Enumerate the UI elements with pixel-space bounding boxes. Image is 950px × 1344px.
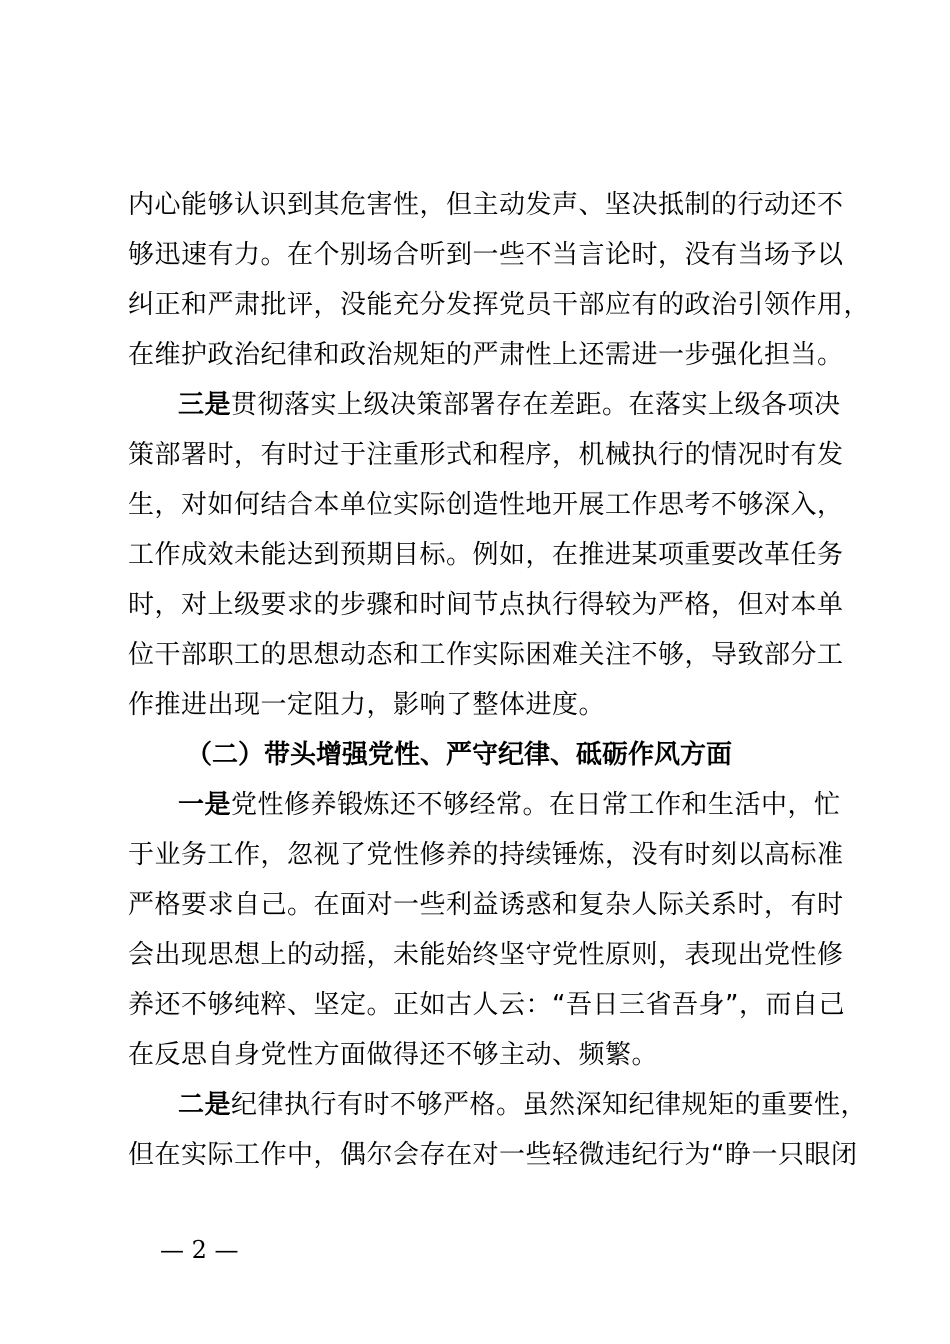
body-text-line: 但在实际工作中，偶尔会存在对一些轻微违纪行为“睁一只眼闭	[128, 1140, 858, 1170]
body-text-line: 工作成效未能达到预期目标。例如，在推进某项重要改革任务	[128, 540, 844, 570]
body-text-line: 够迅速有力。在个别场合听到一些不当言论时，没有当场予以	[128, 240, 844, 270]
paragraph-text: 纪律执行有时不够严格。虽然深知纪律规矩的重要性，	[231, 1090, 868, 1120]
body-text-line: 在维护政治纪律和政治规矩的严肃性上还需进一步强化担当。	[128, 340, 844, 370]
section-heading: （二）带头增强党性、严守纪律、砥砺作风方面	[186, 740, 733, 770]
body-text-line: 时，对上级要求的步骤和时间节点执行得较为严格，但对本单	[128, 590, 844, 620]
body-text-line: 内心能够认识到其危害性，但主动发声、坚决抵制的行动还不	[128, 190, 844, 220]
body-text-line: 纠正和严肃批评，没能充分发挥党员干部应有的政治引领作用，	[128, 290, 871, 320]
body-text-line: 在反思自身党性方面做得还不够主动、频繁。	[128, 1040, 659, 1070]
page-number: — 2 —	[160, 1236, 239, 1264]
body-text-line: 会出现思想上的动摇，未能始终坚守党性原则，表现出党性修	[128, 940, 844, 970]
body-text-line: 养还不够纯粹、坚定。正如古人云：“吾日三省吾身”，而自己	[128, 990, 845, 1020]
body-text-line: 严格要求自己。在面对一些利益诱惑和复杂人际关系时，有时	[128, 890, 844, 920]
body-text-line: 作推进出现一定阻力，影响了整体进度。	[128, 690, 606, 720]
paragraph-text: 贯彻落实上级决策部署存在差距。在落实上级各项决	[231, 390, 841, 420]
paragraph-text: 党性修养锻炼还不够经常。在日常工作和生活中，忙	[231, 790, 841, 820]
paragraph-lead: 三是	[178, 390, 232, 420]
paragraph-lead: 一是	[178, 790, 232, 820]
body-text-line: 位干部职工的思想动态和工作实际困难关注不够，导致部分工	[128, 640, 844, 670]
paragraph-lead: 二是	[178, 1090, 232, 1120]
body-text-line: 于业务工作，忽视了党性修养的持续锤炼，没有时刻以高标准	[128, 840, 844, 870]
paragraph-first-line	[178, 792, 898, 818]
paragraph-first-line	[178, 1092, 898, 1118]
body-text-line: 生，对如何结合本单位实际创造性地开展工作思考不够深入，	[128, 490, 844, 520]
paragraph-first-line	[178, 392, 898, 418]
body-text-line: 策部署时，有时过于注重形式和程序，机械执行的情况时有发	[128, 440, 844, 470]
